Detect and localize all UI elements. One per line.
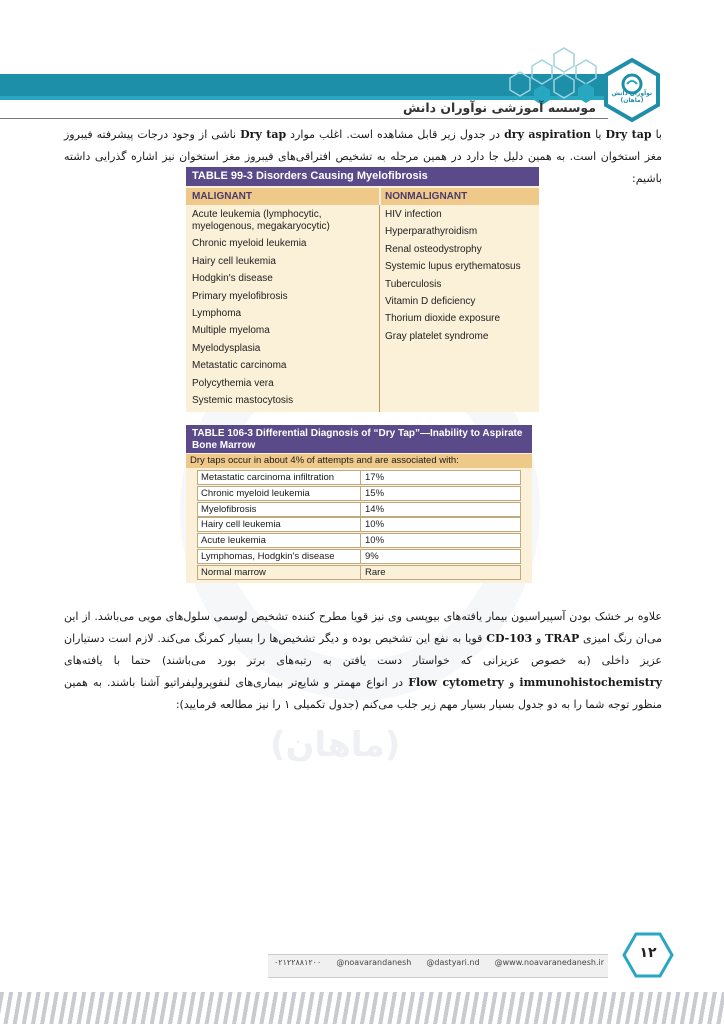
term-dry-tap: Dry tap [240, 128, 287, 141]
body-text: در انواع مهمتر و شایع‌تر بیماری‌های لنفوپرولیفراتیو آشنا باشند. به همین منظور توجه شما را به دو جدول بسیار بسیار مهم زیر جلب می‌کنم (جدول تکمیلی ۱ را نیز مطالعه فرمایید): [64, 676, 662, 711]
header-title: موسسه آموزشی نوآوران دانش [402, 100, 596, 115]
row-label: Myelofibrosis [197, 502, 369, 517]
list-item: HIV infection [385, 209, 442, 220]
instagram-link[interactable]: @noavarandanesh [336, 958, 412, 967]
list-item: Multiple myeloma [192, 325, 270, 337]
table-title: TABLE 106-3 Differential Diagnosis of “Dry Tap”—Inability to Aspirate Bone Marrow [186, 425, 532, 453]
list-item: Polycythemia vera [192, 377, 274, 389]
term-trap: TRAP [545, 632, 580, 645]
column-header-nonmalignant: NONMALIGNANT [381, 188, 539, 205]
list-item: Gray platelet syndrome [385, 330, 489, 342]
row-value: 10% [360, 533, 521, 548]
table-row [186, 486, 532, 502]
list-item: Hairy cell leukemia [192, 255, 276, 267]
table-dry-tap-differential [186, 425, 532, 583]
row-value: Rare [360, 565, 521, 580]
row-label: Metastatic carcinoma infiltration [197, 470, 369, 485]
intro-text: در جدول زیر قابل مشاهده است. اغلب موارد [286, 128, 505, 141]
phone-text: ۰۲۱۲۲۸۸۱۲۰۰ [274, 958, 322, 967]
list-item: Systemic lupus erythematosus [385, 261, 521, 273]
list-item: Chronic myeloid leukemia [192, 238, 307, 250]
column-header-malignant: MALIGNANT [186, 188, 379, 205]
table-row [186, 533, 532, 549]
term-dry-aspiration: dry aspiration [504, 128, 592, 141]
row-label: Chronic myeloid leukemia [197, 486, 369, 501]
intro-text: ناشی از وجود درجات پیشرفته فیبروز مغز استخوان است. به همین دلیل جا دارد در همین مرحله به تشخیص افتراقی‌های فیبروز مغز استخوان نیز اشاره گذرایی داشته باشیم: [64, 128, 662, 185]
list-item: Systemic mastocytosis [192, 394, 294, 406]
bottom-decoration [0, 992, 724, 1024]
term-immunohistochemistry: immunohistochemistry [519, 676, 662, 689]
table-title: TABLE 99-3 Disorders Causing Myelofibrosis [186, 167, 539, 186]
watermark-text: (ماهان) [270, 725, 401, 765]
header-divider [0, 118, 608, 119]
table-row [186, 549, 532, 565]
body-text: و [532, 632, 546, 645]
list-item: Lymphoma [192, 307, 242, 319]
table-row [186, 565, 532, 581]
list-item: Tuberculosis [385, 278, 442, 290]
website-link[interactable]: @www.noavaranedanesh.ir [494, 958, 604, 967]
row-label: Lymphomas, Hodgkin's disease [197, 549, 369, 564]
nonmalignant-list [385, 209, 537, 348]
table-body [186, 470, 532, 581]
page-number: ۱۲ [639, 945, 657, 961]
table-myelofibrosis-causes [186, 167, 539, 412]
logo-text: نوآوران دانش (ماهان) [611, 90, 653, 104]
table-subtitle: Dry taps occur in about 4% of attempts and are associated with: [186, 454, 532, 468]
body-text: علاوه بر خشک بودن آسپیراسیون بیمار یافته‌های بیوپسی وی نیز قویا مطرح کننده تشخیص لوسمی سلول‌های مویی می‌باشد. از این می‌ان رنگ امیزی [64, 610, 663, 645]
intro-text: با [651, 128, 662, 141]
table-row [186, 502, 532, 518]
term-cd103: CD-103 [486, 632, 533, 645]
list-item: Renal osteodystrophy [385, 243, 482, 255]
intro-text: یا [591, 128, 606, 141]
body-text: قویا به نفع این تشخیص بوده و دیگر تشخیص‌ها را بسیار کمرنگ می‌کند. لازم است دستیاران عزیز داخلی (به خصوص عزیزانی که خواستار دست یافتن به رتبه‌های برتر بورد می‌باشند) حتما با یافته‌های [64, 632, 662, 667]
footer-contacts [274, 958, 604, 967]
row-value: 9% [360, 549, 521, 564]
malignant-list [192, 209, 377, 412]
row-value: 10% [360, 517, 521, 532]
telegram-link[interactable]: @dastyari.nd [426, 958, 480, 967]
term-flow-cytometry: Flow cytometry [408, 676, 504, 689]
row-label: Acute leukemia [197, 533, 369, 548]
row-value: 17% [360, 470, 521, 485]
term-dry-tap: Dry tap [605, 128, 652, 141]
table-row [186, 517, 532, 533]
list-item: Hodgkin's disease [192, 273, 273, 285]
body-text: و [503, 676, 520, 689]
row-value: 14% [360, 502, 521, 517]
table-row [186, 470, 532, 486]
list-item: Metastatic carcinoma [192, 360, 287, 372]
list-item: Acute leukemia (lymphocytic, myelogenous, megakaryocytic) [192, 209, 330, 232]
body-paragraph [64, 606, 662, 716]
list-item: Thorium dioxide exposure [385, 313, 501, 325]
list-item: Primary myelofibrosis [192, 290, 288, 302]
list-item: Myelodysplasia [192, 342, 261, 354]
column-divider [379, 205, 380, 412]
list-item: Hyperparathyroidism [385, 226, 478, 238]
row-label: Normal marrow [197, 565, 369, 580]
row-label: Hairy cell leukemia [197, 517, 369, 532]
list-item: Vitamin D deficiency [385, 295, 476, 307]
row-value: 15% [360, 486, 521, 501]
